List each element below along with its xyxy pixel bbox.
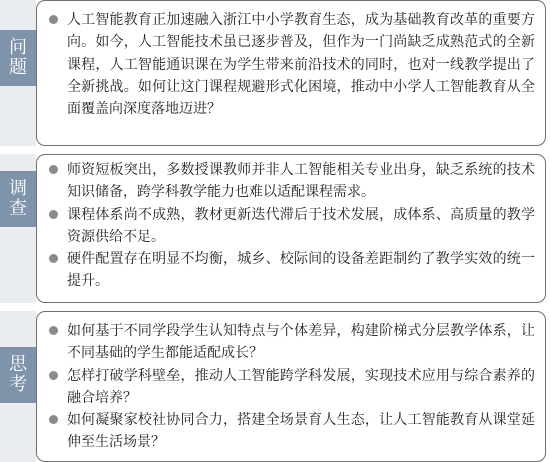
item-text: 师资短板突出，多数授课教师并非人工智能相关专业出身，缺乏系统的技术知识储备，跨学科教学能力也难以适配课程需求。 — [67, 162, 535, 201]
list-item — [47, 248, 535, 293]
list-item — [47, 204, 535, 249]
section-tab-label: 调查 — [9, 178, 27, 219]
section-tab-reflection — [0, 347, 36, 403]
item-text: 硬件配置存在明显不均衡，城乡、校际间的设备差距制约了教学实效的统一提升。 — [67, 251, 535, 290]
list-item — [47, 365, 535, 410]
list-item — [47, 9, 535, 120]
section-tab-problem — [0, 30, 36, 86]
item-text: 课程体系尚不成熟，教材更新迭代滞后于技术发展，成体系、高质量的教学资源供给不足。 — [67, 206, 535, 245]
bullet-dot-icon — [49, 371, 58, 380]
list-item — [47, 159, 535, 204]
bullet-dot-icon — [49, 326, 58, 335]
bullet-dot-icon — [49, 415, 58, 424]
list-item — [47, 320, 535, 365]
bullet-dot-icon — [49, 210, 58, 219]
section-reflection — [0, 311, 550, 462]
item-text: 如何基于不同学段学生认知特点与个体差异，构建阶梯式分层教学体系，让不同基础的学生都能适配成长？ — [67, 323, 535, 362]
bullet-dot-icon — [49, 254, 58, 263]
bullet-dot-icon — [49, 15, 58, 24]
item-text: 如何凝聚家校社协同合力，搭建全场景育人生态，让人工智能教育从课堂延伸至生活场景？ — [67, 412, 535, 451]
section-tab-label: 思考 — [9, 354, 27, 395]
list-item — [47, 409, 535, 454]
section-content-box — [36, 154, 546, 303]
section-content-box — [36, 0, 546, 146]
item-text: 人工智能教育正加速融入浙江中小学教育生态，成为基础教育改革的重要方向。如今，人工智能技术虽已逐步普及，但作为一门尚缺乏成熟范式的全新课程，人工智能通识课在为学生带来前沿技术的同时，也对一线教学提出了全新挑战。如何让这门课程规避形式化困境，推动中小学人工智能教育从全面覆盖向深度落地迈进？ — [67, 12, 535, 118]
section-problem — [0, 0, 550, 146]
item-text: 怎样打破学科壁垒，推动人工智能跨学科发展，实现技术应用与综合素养的融合培养？ — [67, 367, 535, 406]
section-tab-label: 问题 — [9, 37, 27, 78]
bullet-dot-icon — [49, 165, 58, 174]
section-investigation — [0, 154, 550, 303]
section-content-box — [36, 311, 546, 462]
section-tab-investigation — [0, 171, 36, 227]
